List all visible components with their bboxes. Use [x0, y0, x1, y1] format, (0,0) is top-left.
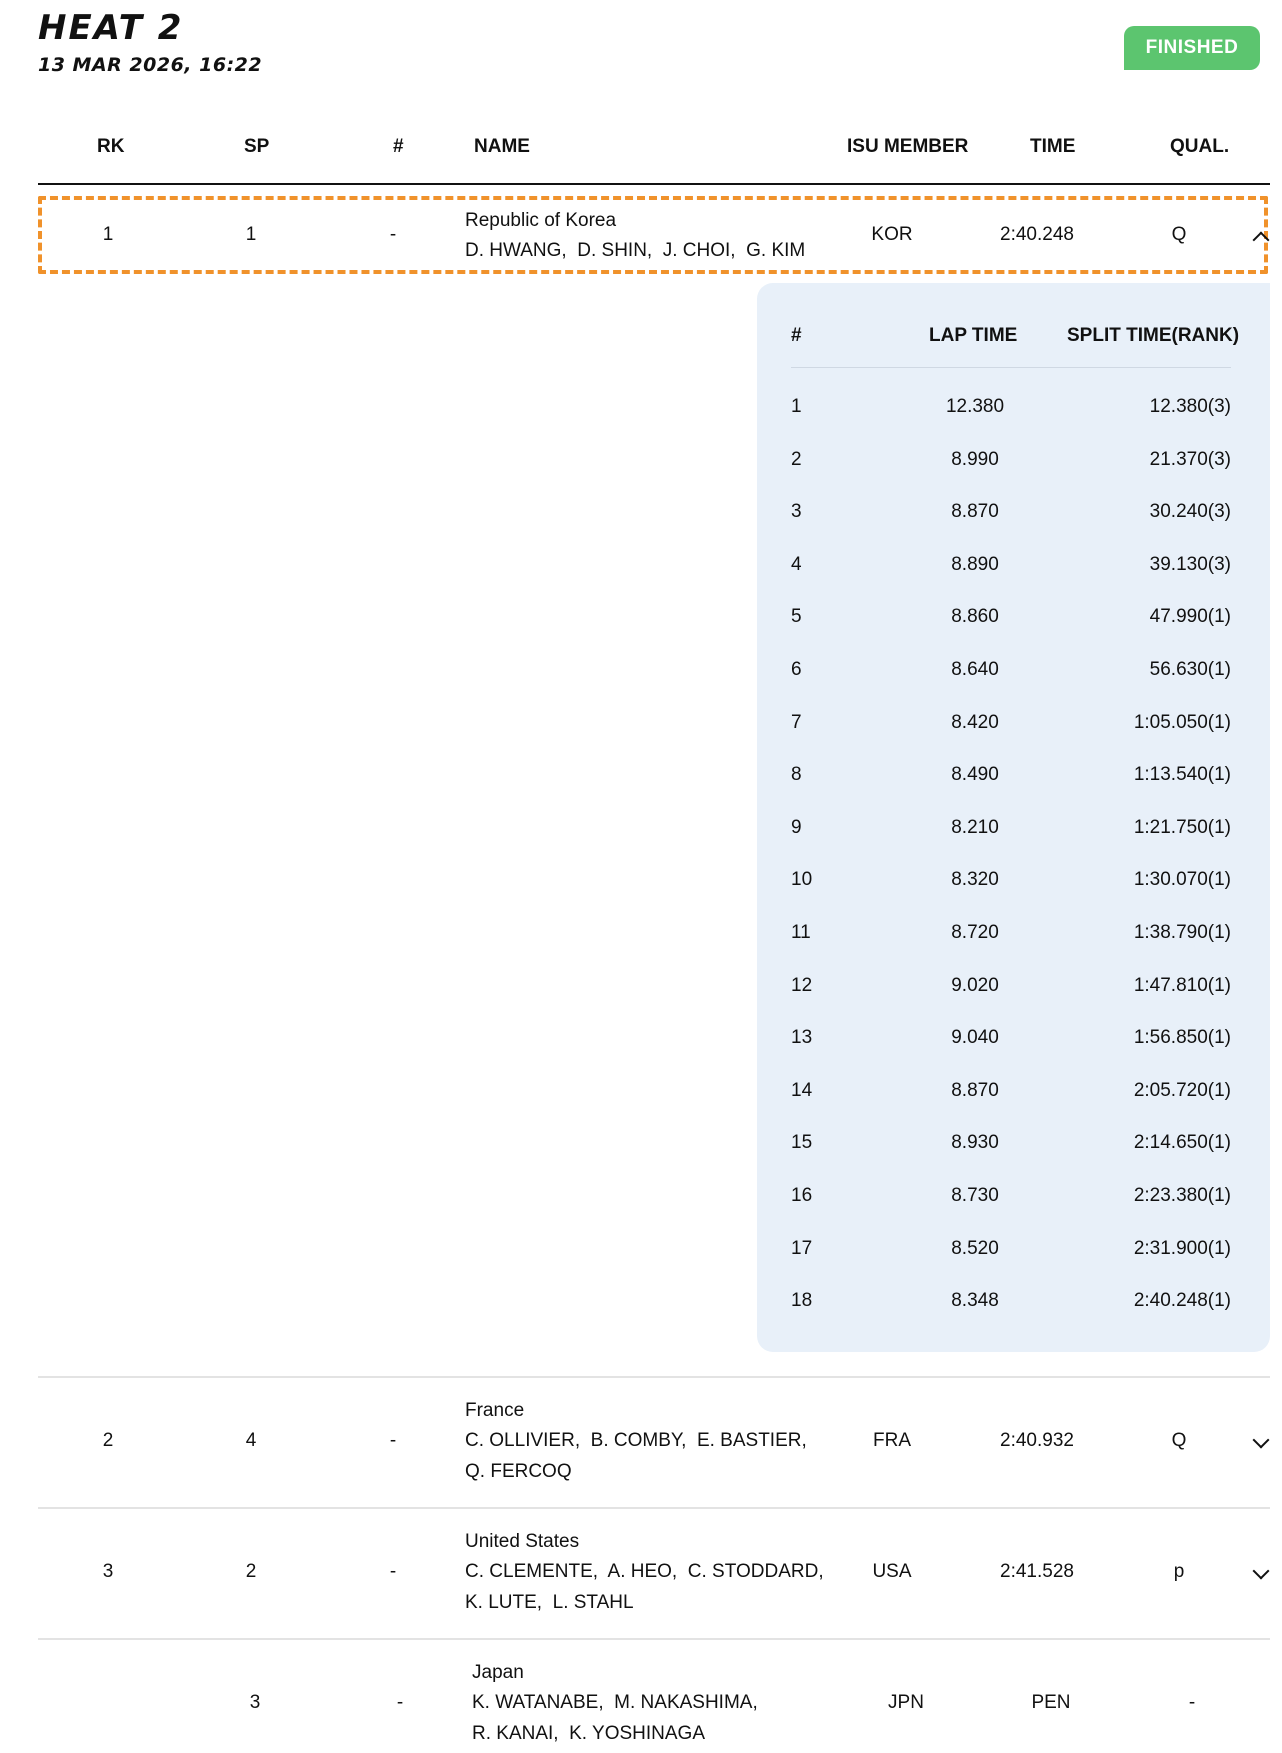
lap-time: 8.870 — [951, 501, 999, 523]
lap-time: 8.990 — [951, 448, 999, 470]
split-time: 12.380(3) — [1149, 396, 1231, 417]
start-position-cell: 2 — [245, 1561, 257, 1582]
athletes-line: C. CLEMENTE, A. HEO, C. STODDARD, — [465, 1561, 824, 1582]
split-time: 2:23.380(1) — [1133, 1185, 1231, 1206]
start-position-cell: 3 — [249, 1692, 261, 1713]
chevron-down-icon[interactable] — [1253, 1432, 1270, 1449]
lap-time: 8.490 — [951, 764, 999, 786]
qual-cell: Q — [1171, 1430, 1187, 1451]
lap-number: 10 — [791, 869, 813, 891]
lap-number: 5 — [791, 606, 802, 628]
split-time: 1:38.790(1) — [1133, 922, 1231, 943]
member-cell: KOR — [871, 224, 913, 245]
rank-cell: 3 — [102, 1561, 114, 1582]
split-time: 39.130(3) — [1149, 553, 1231, 575]
col-header-time: TIME — [1030, 136, 1076, 157]
lap-number: 2 — [791, 448, 802, 470]
bib-cell: - — [389, 1430, 397, 1451]
split-time: 56.630(1) — [1149, 659, 1231, 680]
time-cell: PEN — [1031, 1692, 1071, 1713]
team-name: United States — [465, 1531, 580, 1552]
lap-number: 11 — [791, 922, 811, 943]
split-time: 30.240(3) — [1149, 501, 1231, 523]
col-header-rk: RK — [97, 136, 125, 157]
lap-time: 8.420 — [951, 711, 999, 733]
lap-time: 8.640 — [951, 659, 999, 680]
athletes-line: K. LUTE, L. STAHL — [465, 1592, 634, 1613]
athletes-line: Q. FERCOQ — [465, 1461, 572, 1482]
split-time: 1:30.070(1) — [1133, 869, 1231, 891]
team-name: Japan — [472, 1662, 524, 1683]
athletes-line: D. HWANG, D. SHIN, J. CHOI, G. KIM — [465, 240, 806, 261]
qual-cell: p — [1173, 1561, 1185, 1582]
lap-number: 17 — [791, 1237, 813, 1259]
lap-number: 14 — [791, 1079, 813, 1101]
lap-time: 8.890 — [951, 553, 999, 575]
qual-cell: Q — [1171, 224, 1187, 245]
split-time: 1:21.750(1) — [1133, 816, 1231, 838]
lap-number: 1 — [791, 396, 802, 417]
split-time: 21.370(3) — [1149, 448, 1231, 470]
athletes-line: R. KANAI, K. YOSHINAGA — [472, 1723, 705, 1744]
page-title: HEAT 2 — [38, 8, 184, 48]
member-cell: JPN — [888, 1692, 924, 1713]
lap-number: 6 — [791, 659, 802, 680]
rank-cell: 1 — [102, 224, 114, 245]
split-time: 2:40.248(1) — [1133, 1290, 1231, 1312]
lap-time: 8.730 — [951, 1185, 999, 1206]
lap-time: 8.520 — [951, 1237, 999, 1259]
col-header-name: NAME — [474, 136, 530, 157]
qual-cell: - — [1188, 1692, 1196, 1713]
bib-cell: - — [389, 224, 397, 245]
lap-number: 7 — [791, 711, 802, 733]
lap-times-panel — [757, 283, 1270, 1352]
lap-divider — [791, 367, 1231, 368]
lap-time: 8.210 — [951, 816, 999, 838]
lap-number: 9 — [791, 816, 802, 838]
time-cell: 2:40.248 — [1000, 224, 1074, 245]
lap-time: 9.040 — [951, 1027, 999, 1049]
col-header-num: # — [393, 136, 404, 157]
split-time: 1:47.810(1) — [1133, 974, 1231, 996]
header-divider — [38, 183, 1270, 185]
col-header-sp: SP — [244, 136, 270, 157]
lap-time: 8.348 — [951, 1290, 999, 1312]
split-time: 2:05.720(1) — [1133, 1079, 1231, 1101]
col-header-member: ISU MEMBER — [847, 136, 969, 157]
athletes-line: K. WATANABE, M. NAKASHIMA, — [472, 1692, 758, 1713]
bib-cell: - — [389, 1561, 397, 1582]
lap-time: 8.870 — [951, 1079, 999, 1101]
split-time: 1:13.540(1) — [1133, 764, 1231, 786]
lap-time: 8.320 — [951, 869, 999, 891]
row-divider — [38, 1638, 1270, 1640]
lap-time: 12.380 — [945, 396, 1005, 417]
row-divider — [38, 1507, 1270, 1509]
lap-header-num: # — [791, 325, 802, 346]
lap-number: 4 — [791, 553, 802, 575]
col-header-qual: QUAL. — [1170, 136, 1230, 157]
rank-cell: 2 — [102, 1430, 114, 1451]
lap-header-lap: LAP TIME — [929, 325, 1018, 346]
team-name: Republic of Korea — [465, 210, 617, 231]
start-position-cell: 4 — [245, 1430, 257, 1451]
team-name: France — [465, 1400, 525, 1421]
status-badge: FINISHED — [1124, 26, 1260, 70]
lap-number: 15 — [791, 1132, 813, 1154]
member-cell: USA — [872, 1561, 912, 1582]
lap-number: 12 — [791, 974, 813, 996]
lap-number: 16 — [791, 1185, 813, 1206]
lap-number: 3 — [791, 501, 802, 523]
split-time: 47.990(1) — [1149, 606, 1231, 628]
lap-number: 13 — [791, 1027, 813, 1049]
lap-time: 9.020 — [951, 974, 999, 996]
bib-cell: - — [396, 1692, 404, 1713]
split-time: 1:56.850(1) — [1133, 1027, 1231, 1049]
row-divider — [38, 1376, 1270, 1378]
time-cell: 2:41.528 — [1000, 1561, 1074, 1582]
athletes-line: C. OLLIVIER, B. COMBY, E. BASTIER, — [465, 1430, 807, 1451]
lap-time: 8.930 — [951, 1132, 999, 1154]
chevron-down-icon[interactable] — [1253, 1563, 1270, 1580]
lap-time: 8.720 — [951, 922, 999, 943]
heat-datetime: 13 MAR 2026, 16:22 — [38, 54, 263, 76]
split-time: 2:14.650(1) — [1133, 1132, 1231, 1154]
lap-number: 8 — [791, 764, 802, 786]
lap-header-split: SPLIT TIME(RANK) — [1067, 325, 1240, 346]
start-position-cell: 1 — [245, 224, 257, 245]
lap-number: 18 — [791, 1290, 813, 1312]
member-cell: FRA — [873, 1430, 911, 1451]
split-time: 2:31.900(1) — [1133, 1237, 1231, 1259]
split-time: 1:05.050(1) — [1133, 711, 1231, 733]
time-cell: 2:40.932 — [1000, 1430, 1074, 1451]
lap-time: 8.860 — [951, 606, 999, 628]
